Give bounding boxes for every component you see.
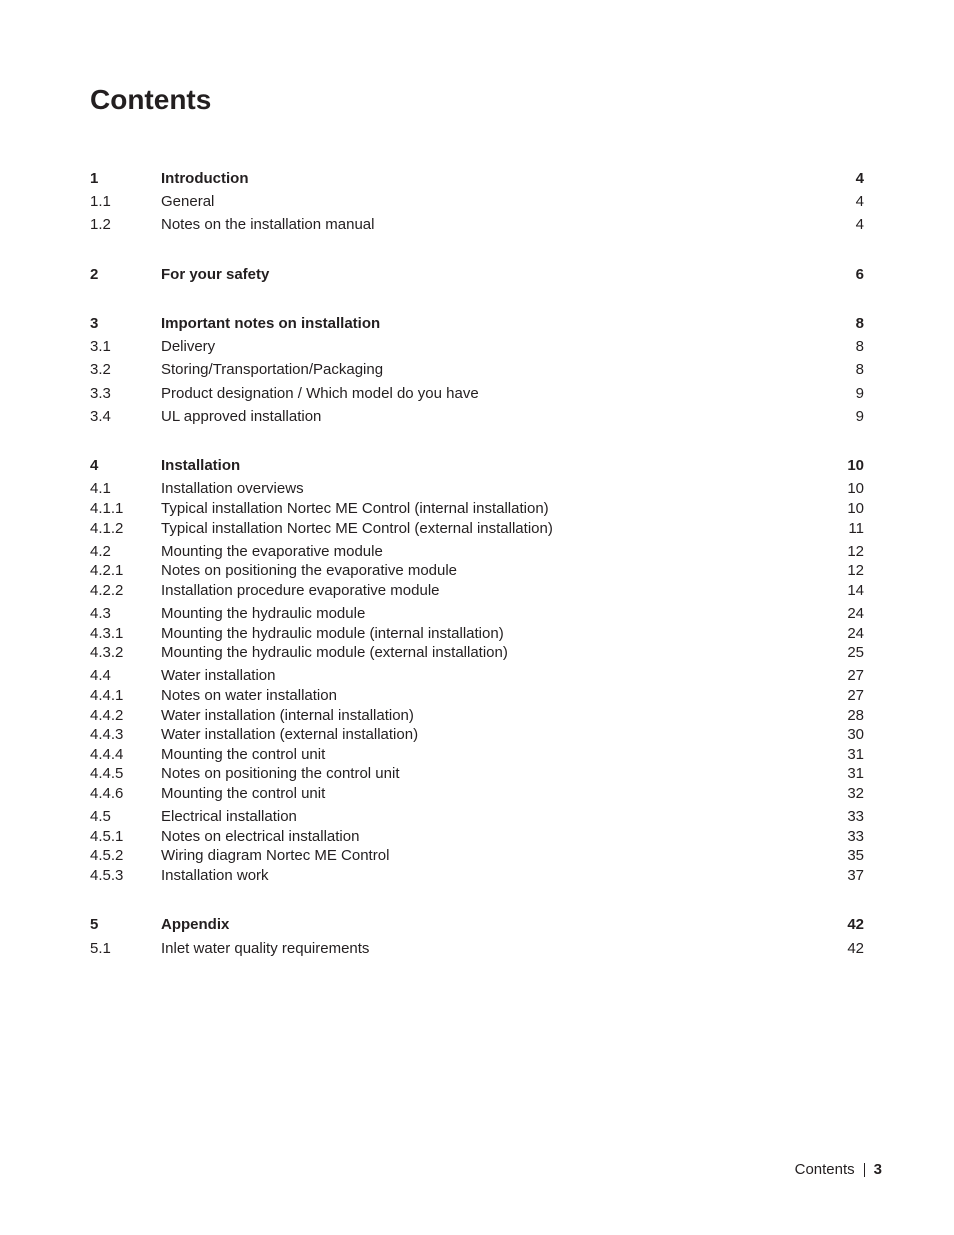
- toc-row[interactable]: [90, 456, 864, 476]
- table-of-contents: [90, 0, 864, 1000]
- toc-title: Water installation (external installation): [161, 726, 419, 743]
- toc-number: 4.4.1: [90, 687, 124, 704]
- toc-row[interactable]: [90, 542, 864, 562]
- toc-number: 3.4: [90, 408, 111, 425]
- toc-number: 2: [90, 266, 99, 283]
- toc-page: 9: [855, 408, 864, 425]
- toc-number: 1.1: [90, 193, 111, 210]
- toc-number: 1: [90, 170, 99, 187]
- toc-row[interactable]: [90, 764, 864, 784]
- toc-page: 4: [855, 216, 864, 233]
- page-title: Contents: [90, 84, 212, 115]
- toc-number: 4.4.4: [90, 746, 124, 763]
- toc-title: Installation work: [161, 867, 269, 884]
- toc-row[interactable]: [90, 846, 864, 866]
- toc-page: 6: [855, 266, 864, 283]
- toc-title: Inlet water quality requirements: [161, 940, 370, 957]
- toc-number: 4.4.6: [90, 785, 124, 802]
- toc-page: 27: [847, 667, 864, 684]
- toc-page: 42: [847, 916, 864, 933]
- toc-title: Water installation: [161, 667, 276, 684]
- toc-title: Notes on positioning the control unit: [161, 765, 400, 782]
- toc-number: 4: [90, 457, 99, 474]
- toc-row[interactable]: [90, 215, 864, 235]
- toc-number: 4.3.2: [90, 644, 124, 661]
- toc-row[interactable]: [90, 581, 864, 601]
- toc-page: 25: [847, 644, 864, 661]
- toc-number: 4.1.1: [90, 500, 124, 517]
- toc-row[interactable]: [90, 745, 864, 765]
- toc-title: Mounting the hydraulic module (external installation): [161, 644, 508, 661]
- toc-title: Wiring diagram Nortec ME Control: [161, 847, 390, 864]
- toc-title: Mounting the control unit: [161, 785, 326, 802]
- toc-number: 4.2.2: [90, 582, 124, 599]
- page-footer: [795, 1160, 882, 1180]
- toc-number: 1.2: [90, 216, 111, 233]
- toc-row[interactable]: [90, 384, 864, 404]
- toc-number: 4.5.3: [90, 867, 124, 884]
- toc-page: 8: [855, 338, 864, 355]
- toc-title: General: [161, 193, 215, 210]
- toc-title: Introduction: [161, 170, 249, 187]
- toc-row[interactable]: [90, 939, 864, 959]
- toc-number: 4.5.2: [90, 847, 124, 864]
- toc-title: Installation overviews: [161, 480, 304, 497]
- toc-page: 10: [847, 500, 864, 517]
- toc-title: Notes on electrical installation: [161, 828, 360, 845]
- toc-row[interactable]: [90, 643, 864, 663]
- toc-page: 27: [847, 687, 864, 704]
- toc-title: Mounting the control unit: [161, 746, 326, 763]
- toc-title: Important notes on installation: [161, 315, 381, 332]
- toc-number: 3: [90, 315, 99, 332]
- toc-number: 3.2: [90, 361, 111, 378]
- toc-row[interactable]: [90, 561, 864, 581]
- toc-page: 32: [847, 785, 864, 802]
- toc-number: 4.2.1: [90, 562, 124, 579]
- toc-number: 4.5.1: [90, 828, 124, 845]
- toc-page: 9: [855, 385, 864, 402]
- toc-row[interactable]: [90, 686, 864, 706]
- toc-number: 4.4: [90, 667, 111, 684]
- toc-page: 12: [847, 562, 864, 579]
- toc-number: 4.5: [90, 808, 111, 825]
- toc-row[interactable]: [90, 666, 864, 686]
- toc-row[interactable]: [90, 784, 864, 804]
- toc-title: Water installation (internal installation): [161, 707, 414, 724]
- toc-page: 33: [847, 808, 864, 825]
- toc-row[interactable]: [90, 725, 864, 745]
- toc-row[interactable]: [90, 827, 864, 847]
- toc-page: 37: [847, 867, 864, 884]
- footer-divider: [864, 1163, 865, 1177]
- toc-title: Installation procedure evaporative module: [161, 582, 440, 599]
- toc-number: 4.3: [90, 605, 111, 622]
- toc-page: 10: [847, 457, 864, 474]
- toc-title: Typical installation Nortec ME Control (internal installation): [161, 500, 549, 517]
- toc-page: 8: [855, 361, 864, 378]
- toc-row[interactable]: [90, 519, 864, 539]
- toc-row[interactable]: [90, 499, 864, 519]
- toc-number: 5.1: [90, 940, 111, 957]
- toc-page: 24: [847, 625, 864, 642]
- toc-title: Mounting the evaporative module: [161, 543, 383, 560]
- toc-title: Storing/Transportation/Packaging: [161, 361, 384, 378]
- toc-row[interactable]: [90, 866, 864, 886]
- toc-row[interactable]: [90, 169, 864, 189]
- toc-title: Product designation / Which model do you have: [161, 385, 479, 402]
- toc-page: 42: [847, 940, 864, 957]
- toc-title: Notes on water installation: [161, 687, 337, 704]
- toc-row[interactable]: [90, 604, 864, 624]
- toc-title: Installation: [161, 457, 241, 474]
- toc-page: 31: [847, 765, 864, 782]
- toc-title: Notes on the installation manual: [161, 216, 375, 233]
- toc-page: 10: [847, 480, 864, 497]
- toc-page: 24: [847, 605, 864, 622]
- toc-title: UL approved installation: [161, 408, 322, 425]
- toc-number: 4.4.5: [90, 765, 124, 782]
- toc-row[interactable]: [90, 337, 864, 357]
- toc-page: 31: [847, 746, 864, 763]
- toc-row[interactable]: [90, 807, 864, 827]
- toc-title: Notes on positioning the evaporative module: [161, 562, 458, 579]
- toc-row[interactable]: [90, 915, 864, 935]
- toc-number: 4.3.1: [90, 625, 124, 642]
- toc-number: 3.1: [90, 338, 111, 355]
- toc-number: 3.3: [90, 385, 111, 402]
- toc-page: 12: [847, 543, 864, 560]
- toc-page: 8: [855, 315, 864, 332]
- toc-page: 28: [847, 707, 864, 724]
- toc-title: Appendix: [161, 916, 230, 933]
- toc-row[interactable]: [90, 265, 864, 285]
- toc-number: 4.2: [90, 543, 111, 560]
- toc-title: Electrical installation: [161, 808, 297, 825]
- toc-title: For your safety: [161, 266, 270, 283]
- toc-number: 4.4.3: [90, 726, 124, 743]
- toc-page: 33: [847, 828, 864, 845]
- toc-page: 14: [847, 582, 864, 599]
- toc-page: 30: [847, 726, 864, 743]
- footer-label: Contents: [794, 1161, 855, 1178]
- toc-row[interactable]: [90, 407, 864, 427]
- toc-page: 11: [848, 520, 864, 537]
- toc-row[interactable]: [90, 192, 864, 212]
- toc-number: 4.1.2: [90, 520, 124, 537]
- page-number: 3: [873, 1161, 882, 1178]
- toc-row[interactable]: [90, 314, 864, 334]
- toc-title: Mounting the hydraulic module (internal installation): [161, 625, 504, 642]
- toc-page: 35: [847, 847, 864, 864]
- toc-row[interactable]: [90, 706, 864, 726]
- toc-row[interactable]: [90, 479, 864, 499]
- toc-number: 4.4.2: [90, 707, 124, 724]
- toc-number: 4.1: [90, 480, 111, 497]
- toc-number: 5: [90, 916, 99, 933]
- toc-page: 4: [855, 170, 864, 187]
- toc-title: Typical installation Nortec ME Control (external installation): [161, 520, 553, 537]
- toc-title: Mounting the hydraulic module: [161, 605, 366, 622]
- toc-row[interactable]: [90, 624, 864, 644]
- toc-page: 4: [855, 193, 864, 210]
- toc-title: Delivery: [161, 338, 216, 355]
- toc-row[interactable]: [90, 360, 864, 380]
